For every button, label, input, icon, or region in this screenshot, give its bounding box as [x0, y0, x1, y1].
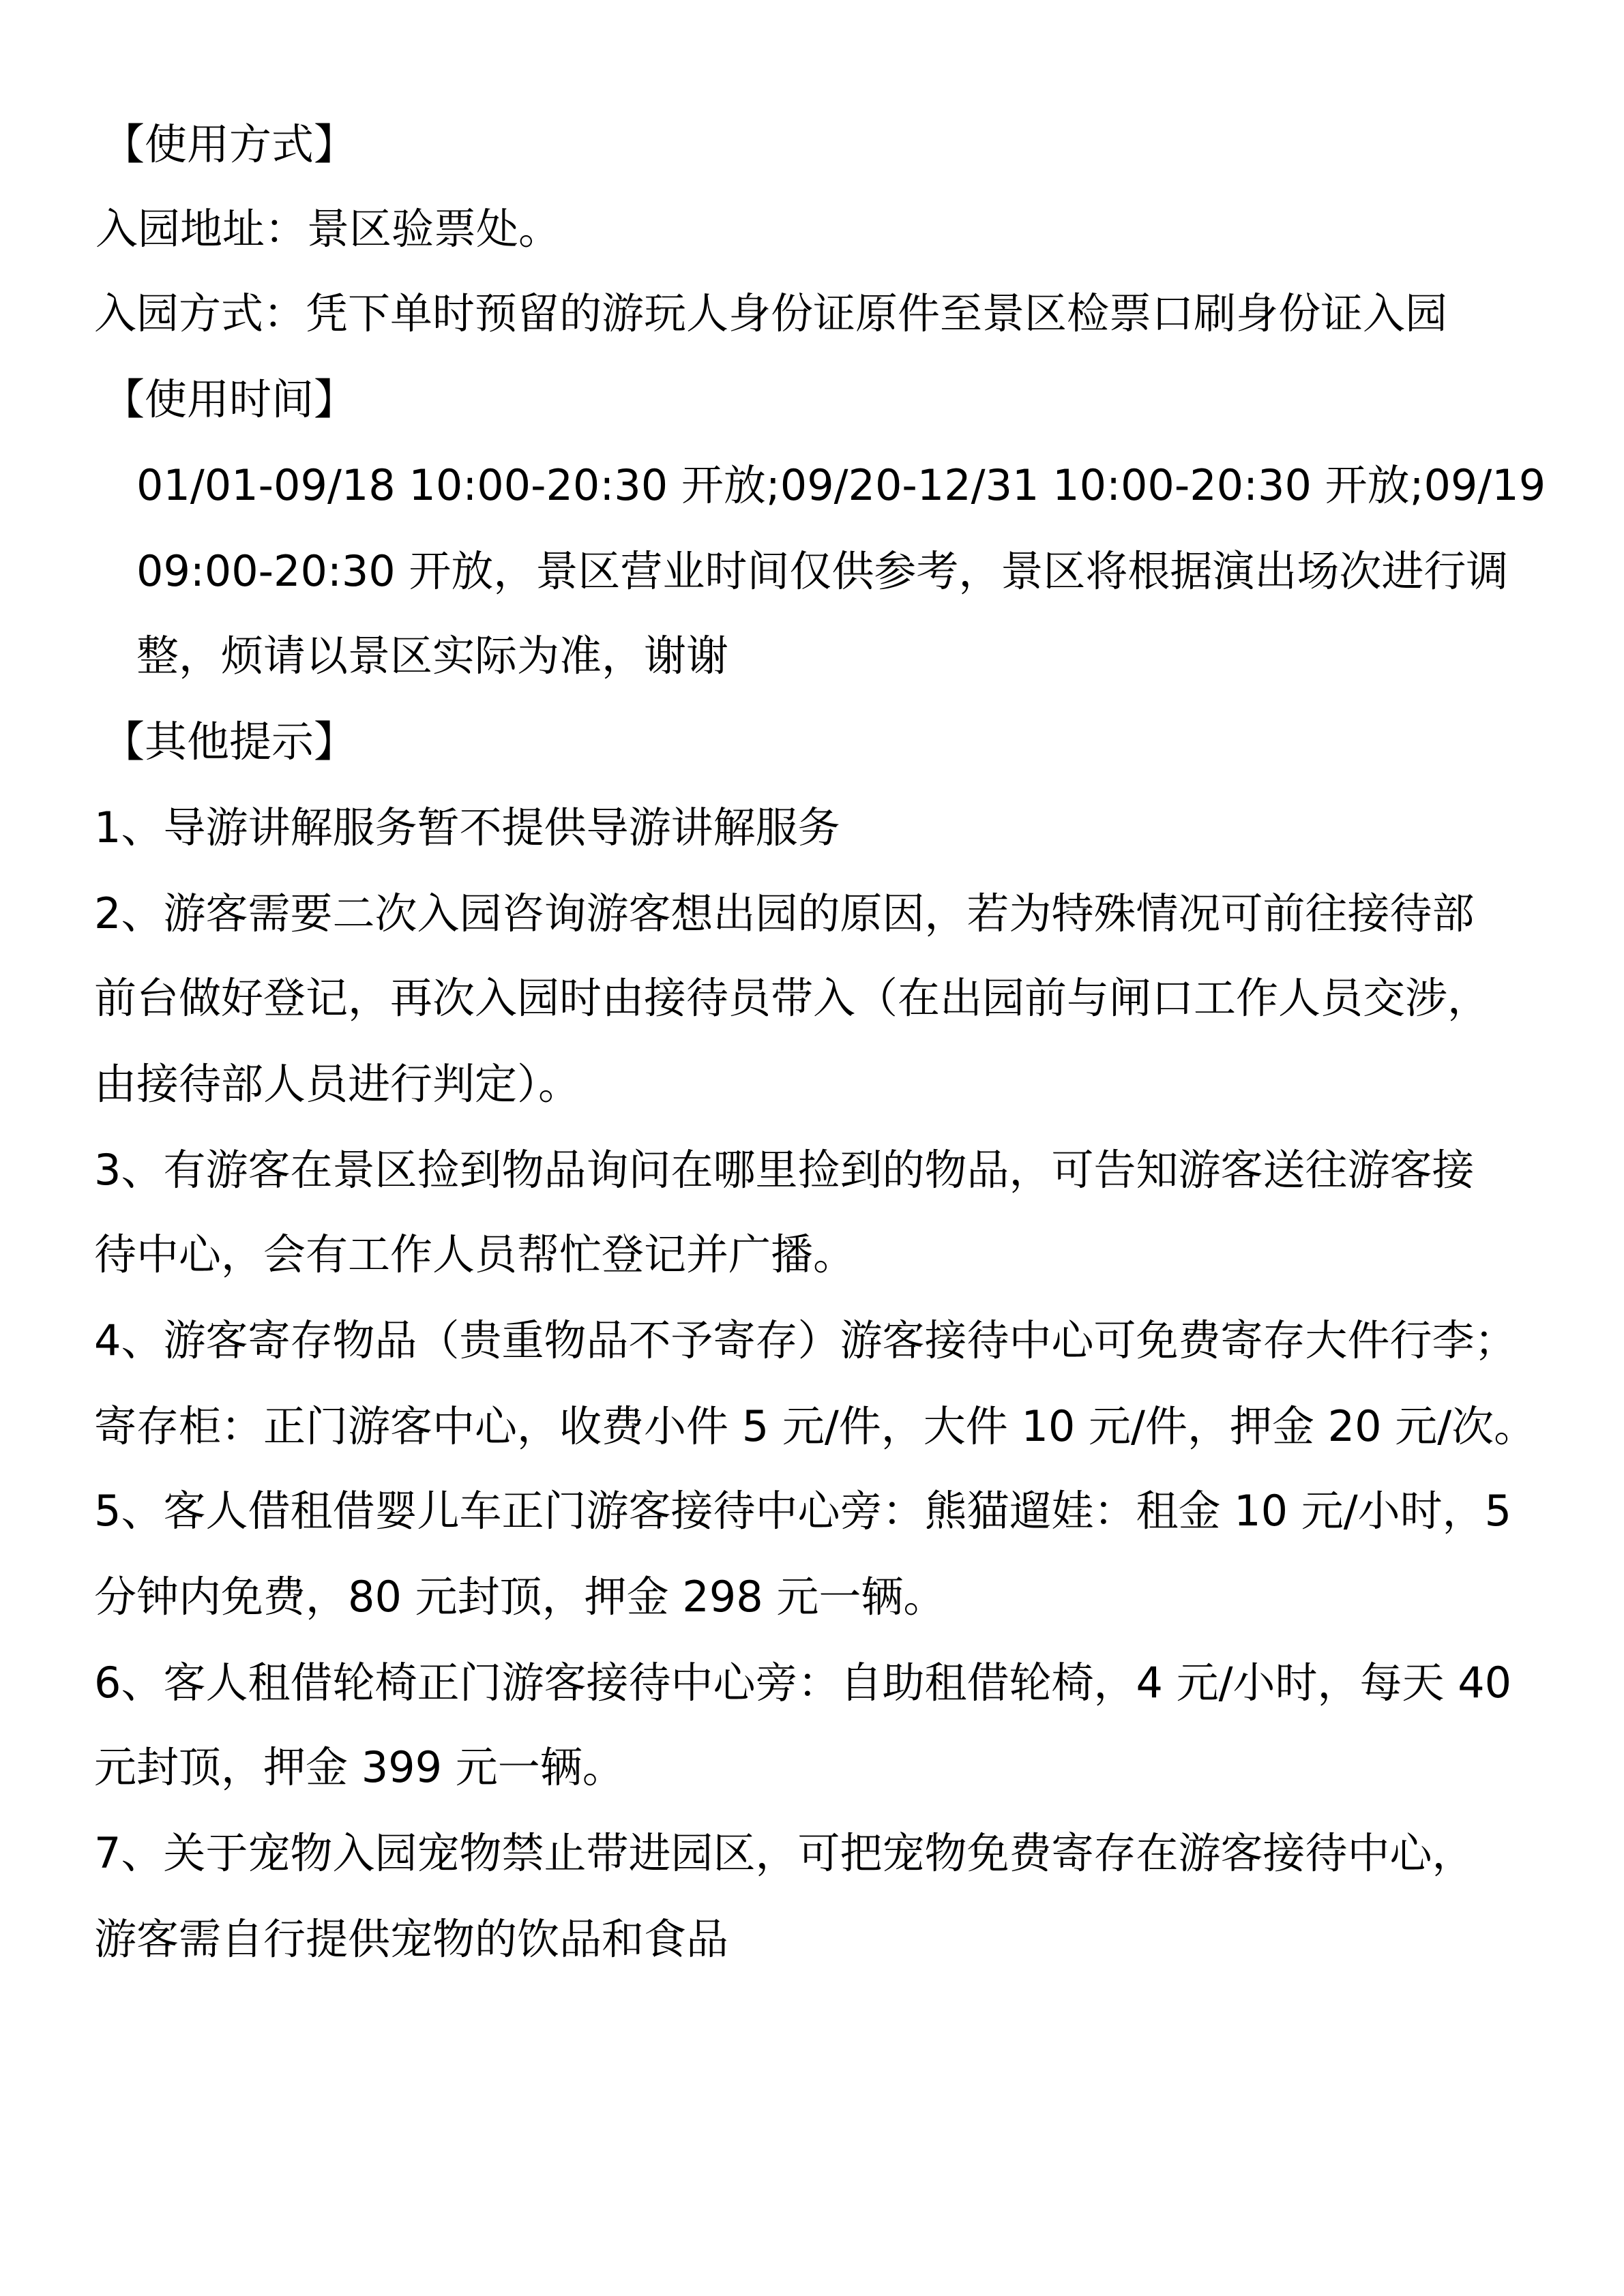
tip-line: 6、客人租借轮椅正门游客接待中心旁：自助租借轮椅，4 元/小时，每天 40: [94, 1658, 1512, 1708]
usage-method-heading: 【使用方式】: [102, 119, 357, 169]
tip-line: 分钟内免费，80 元封顶，押金 298 元一辆。: [94, 1572, 946, 1622]
entry-address: 入园地址：景区验票处。: [95, 204, 561, 254]
other-tips-heading: 【其他提示】: [102, 717, 357, 766]
tip-line: 元封顶，押金 399 元一辆。: [94, 1742, 625, 1792]
entry-method: 入园方式：凭下单时预留的游玩人身份证原件至景区检票口刷身份证入园: [94, 288, 1448, 338]
tip-line: 5、客人借租借婴儿车正门游客接待中心旁：熊猫遛娃：租金 10 元/小时，5: [94, 1486, 1512, 1536]
tip-line: 游客需自行提供宠物的饮品和食品: [94, 1914, 729, 1964]
tip-line: 7、关于宠物入园宠物禁止带进园区，可把宠物免费寄存在游客接待中心，: [94, 1828, 1475, 1878]
tip-line: 由接待部人员进行判定）。: [94, 1059, 581, 1109]
usage-time-line: 09:00-20:30 开放，景区营业时间仅供参考，景区将根据演出场次进行调: [136, 546, 1509, 596]
usage-time-heading: 【使用时间】: [102, 374, 357, 424]
usage-time-line: 01/01-09/18 10:00-20:30 开放;09/20-12/31 10:00-20:30 开放;09/19: [136, 460, 1546, 510]
tip-line: 2、游客需要二次入园咨询游客想出园的原因，若为特殊情况可前往接待部: [94, 889, 1475, 938]
tip-line: 寄存柜：正门游客中心，收费小件 5 元/件，大件 10 元/件，押金 20 元/次。: [94, 1401, 1537, 1451]
tip-line: 3、有游客在景区捡到物品询问在哪里捡到的物品，可告知游客送往游客接: [94, 1145, 1475, 1195]
tip-line: 前台做好登记，再次入园时由接待员带入（在出园前与闸口工作人员交涉，: [94, 973, 1490, 1023]
tip-line: 待中心，会有工作人员帮忙登记并广播。: [94, 1229, 856, 1279]
tip-line: 1、导游讲解服务暂不提供导游讲解服务: [94, 803, 840, 852]
usage-time-line: 整，烦请以景区实际为准，谢谢: [136, 631, 729, 681]
tip-line: 4、游客寄存物品（贵重物品不予寄存）游客接待中心可免费寄存大件行李；: [94, 1315, 1517, 1365]
